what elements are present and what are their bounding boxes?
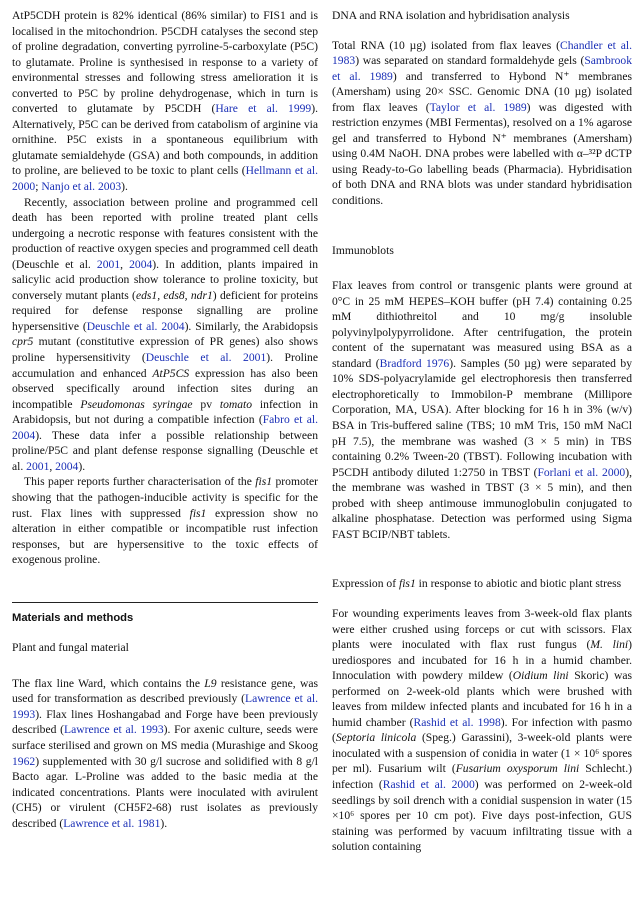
right-column <box>332 8 632 855</box>
left-column <box>12 8 318 831</box>
citation-deuschle-2004[interactable]: 2004 <box>55 459 79 473</box>
section-title-materials-methods: Materials and methods <box>12 602 318 627</box>
citation-taylor-1989[interactable]: Taylor et al. 1989 <box>429 100 527 114</box>
citation-hare-1999[interactable]: Hare et al. 1999 <box>215 102 312 116</box>
citation-deuschle-2001[interactable]: Deuschle et al. 2001 <box>145 351 267 365</box>
citation-nanjo-2003[interactable]: Nanjo et al. 2003 <box>41 180 122 194</box>
citation-lawrence-1993[interactable]: Lawrence et al. 1993 <box>64 723 164 737</box>
citation-murashige-1962[interactable]: 1962 <box>12 754 36 768</box>
citation-rashid-1998[interactable]: Rashid et al. 1998 <box>413 715 501 729</box>
citation-deuschle-2001[interactable]: 2001 <box>26 459 50 473</box>
citation-deuschle-2004[interactable]: Deuschle et al. 2004 <box>86 319 185 333</box>
citation-deuschle-2004[interactable]: 2004 <box>129 257 153 271</box>
citation-forlani-2000[interactable]: Forlani et al. 2000 <box>537 465 626 479</box>
citation-lawrence-1993[interactable]: Lawrence et al. 1993 <box>12 692 318 721</box>
paragraph-p5cdh-intro: AtP5CDH protein is 82% identical (86% similar) to FIS1 and is localised in the mitochondrion. P5CDH catalyses the second step of proline degradation, converting pyrroline-5-carboxylate (P5C) to glutamate. Proline is synthesised in response to a variety of environmental stresses and following stress amelioration it is converted to P5C by proline dehydrogenase, which in turn is converted to glutamate by P5CDH (Hare et al. 1999). Alternatively, P5C can be derived from catabolism of arginine via ornithine. P5C exists in a spontaneous equilibrium with glutamate semialdehyde (GSA) and both compounds, in addition to proline, are believed to be toxic to plant cells (Hellmann et al. 2000; Nanjo et al. 2003). <box>12 9 318 194</box>
paragraph-paper-summary: This paper reports further characterisation of the fis1 promoter showing that the pathogen-inducible activity is specific for the rust. Flax lines with suppressed fis1 expression show no alteration in either compatible or incompatible rust infection responses, but are hypersensitive to the toxic effects of exogenous proline. <box>12 475 318 567</box>
paragraph-dna-rna: Total RNA (10 µg) isolated from flax leaves (Chandler et al. 1983) was separated on standard formaldehyde gels (Sambrook et al. 1989) and transferred to Hybond N⁺ membranes (Amersham) using 20× SSC. Genomic DNA (10 µg) isolated from flax leaves (Taylor et al. 1989) was digested with restriction enzymes (MBI Fermentas), resolved on a 1% agarose gel and transferred to Hybond N⁺ membranes (Amersham) using 0.4M NaOH. DNA probes were labelled with α–³²P dCTP using Ready-to-Go labelling beads (Pharmacia). Hybridisation of both DNA and RNA blots was under standard hybridisation conditions. <box>332 38 632 208</box>
citation-hellmann-2000[interactable]: Hellmann et al. 2000 <box>12 164 318 194</box>
paragraph-immunoblots: Flax leaves from control or transgenic plants were ground at 0°C in 25 mM HEPES–KOH buffer (pH 7.4) containing 0.25 mM dithiothreitol and 10 mg/g insoluble polyvinylpolypyrrolidone. After centrifugation, the protein content of the supernatant was measured using BSA as a standard (Bradford 1976). Samples (50 µg) were separated by 10% SDS-polyacrylamide gel electrophoresis then transferred electrophoretically to Immobilon-P membrane (Millipore Corporation, MA, USA). After blocking for 16 h in 3% (w/v) BSA in Tris-buffered saline (TBS; 10 mM Tris, 150 mM NaCl pH 7.5), the membrane was washed (3 × 5 min) in TBS containing 0.2% Tween-20 (TBST). Following incubation with P5CDH antibody diluted 1:2750 in TBST (Forlani et al. 2000), the membrane was washed in TBST (3 × 5 min), and then probed with sheep antimouse immunoglobulin conjugated to alkaline phosphatase. Detection was performed using Sigma FAST BCIP/NBT tablets. <box>332 279 632 541</box>
subsection-plant-fungal-material: Plant and fungal material <box>12 641 129 655</box>
paragraph-proline-cell-death: Recently, association between proline and programmed cell death has been reported with proline treated plant cells undergoing a necrotic response with features consistent with the production of reactive oxygen species and programmed cell death (Deuschle et al. 2001, 2004). In addition, plants impaired in salicylic acid production show tolerance to proline toxicity, but conversely mutant plants (eds1, eds8, ndr1) deficient for proteins required for defense response signalling are proline hypersensitive (Deuschle et al. 2004). Similarly, the Arabidopsis cpr5 mutant (constitutive expression of PR genes) also shows proline hypersensitivity (Deuschle et al. 2001). Proline accumulation and enhanced AtP5CS expression has also been observed specifically around infection sites during an incompatible Pseudomonas syringae pv tomato infection in Arabidopsis, but not during a compatible infection (Fabro et al. 2004). These data infer a possible relationship between proline/P5C and plant defense response signalling (Deuschle et al. 2001, 2004). <box>12 195 319 473</box>
subsection-fis1-expression: Expression of fis1 in response to abiotic and biotic plant stress <box>332 577 622 591</box>
paragraph-plant-material: The flax line Ward, which contains the L9 resistance gene, was used for transformation as described previously (Lawrence et al. 1993). Flax lines Hoshangabad and Forge have been previously described (Lawrence et al. 1993). For axenic culture, seeds were surface sterilised and grown on MS media (Murashige and Skoog 1962) supplemented with 30 g/l sucrose and solidified with 8 g/l Bacto agar. L-Proline was added to the basic media at the indicated concentrations. Plants were inoculated with avirulent (CH5) or virulent (CH5F2-68) rust isolates as previously described (Lawrence et al. 1981). <box>12 676 319 830</box>
paragraph-stress-experiments: For wounding experiments leaves from 3-week-old flax plants were either crushed using forceps or cut with scissors. Flax plants were inoculated with flax rust fungus (M. lini) urediospores and incubated for 16 h in a humid chamber. Innoculation with powdery mildew (Oidium lini Skoric) was performed on 2-week-old plants which were brushed with leaves from mildew infected plants and incubated for 16 h in a humid chamber (Rashid et al. 1998). For infection with pasmo (Septoria linicola (Speg.) Garassini), 3-week-old plants were inoculated with a suspension of conidia in water (1 × 10⁶ spores per ml). Fusarium wilt (Fusarium oxysporum lini Schlecht.) infection (Rashid et al. 2000) was performed on 2-week-old seedlings by soil drench with a conidial suspension in water (15 ×10⁶ spores per 10 cm pot). Five days post-infection, GUS staining was performed by vacuum infiltrating tissue with a solution containing <box>332 606 633 854</box>
subsection-immunoblots: Immunoblots <box>332 243 394 257</box>
citation-lawrence-1981[interactable]: Lawrence et al. 1981 <box>63 816 161 830</box>
citation-sambrook-1989[interactable]: Sambrook et al. 1989 <box>332 54 632 83</box>
citation-chandler-1983[interactable]: Chandler et al. 1983 <box>332 38 632 68</box>
citation-fabro-2004[interactable]: Fabro et al. 2004 <box>12 413 318 442</box>
subsection-dna-rna-isolation: DNA and RNA isolation and hybridisation analysis <box>332 9 570 22</box>
citation-rashid-2000[interactable]: Rashid et al. 2000 <box>382 777 475 791</box>
citation-bradford-1976[interactable]: Bradford 1976 <box>379 356 450 370</box>
citation-deuschle-2001[interactable]: 2001 <box>96 257 121 271</box>
